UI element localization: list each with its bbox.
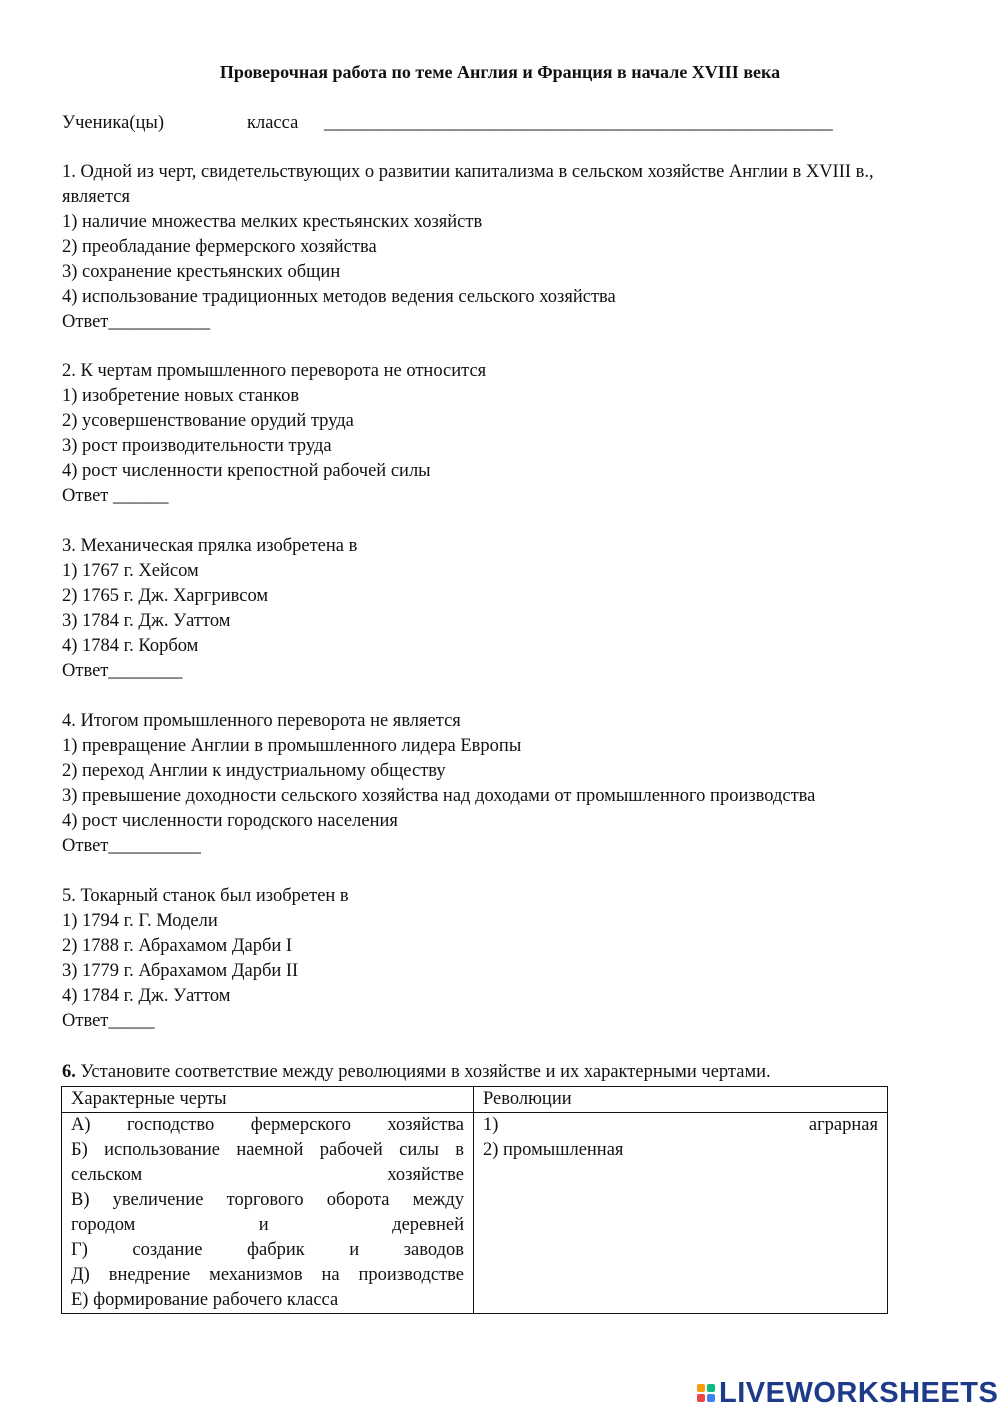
question-2 xyxy=(62,359,942,509)
student-line xyxy=(62,111,833,136)
option: 1) изобретение новых станков xyxy=(62,386,300,406)
table-body-row xyxy=(62,1113,888,1314)
name-blank[interactable]: _______________________________________________________ xyxy=(324,113,833,133)
option: 4) использование традиционных методов ведения сельского хозяйства xyxy=(62,287,616,307)
feature-item: Б) использование наемной рабочей силы в xyxy=(71,1140,464,1160)
matching-table xyxy=(61,1086,888,1314)
option: 3) рост производительности труда xyxy=(62,436,332,456)
feature-item: В) увеличение торгового оборота между xyxy=(71,1190,464,1210)
feature-item: сельском хозяйстве xyxy=(71,1165,464,1185)
question-6-text: Установите соответствие между революциями в хозяйстве и их характерными чертами. xyxy=(75,1062,771,1082)
question-text: 5. Токарный станок был изобретен в xyxy=(62,886,349,906)
feature-item: А) господство фермерского хозяйства xyxy=(71,1115,464,1135)
feature-item: городом и деревней xyxy=(71,1215,464,1235)
question-3 xyxy=(62,534,942,684)
question-text: 4. Итогом промышленного переворота не является xyxy=(62,711,461,731)
revolutions-cell xyxy=(474,1113,888,1314)
logo-square-icon xyxy=(697,1384,705,1392)
question-text: 1. Одной из черт, свидетельствующих о развитии капитализма в сельском хозяйстве Англии в XVIII в., является xyxy=(62,162,874,207)
option: 2) 1765 г. Дж. Харгривсом xyxy=(62,586,269,606)
feature-item: Е) формирование рабочего класса xyxy=(71,1290,339,1310)
liveworksheets-logo xyxy=(697,1376,998,1410)
answer-field[interactable]: Ответ________ xyxy=(62,661,183,681)
option: 1) 1767 г. Хейсом xyxy=(62,561,199,581)
revolution-item xyxy=(483,1113,878,1138)
logo-grid-icon xyxy=(697,1384,715,1402)
feature-item: Д) внедрение механизмов на производстве xyxy=(71,1265,464,1285)
question-6-heading xyxy=(62,1060,771,1085)
revolution-name: аграрная xyxy=(808,1115,878,1135)
question-6-number: 6. xyxy=(62,1062,76,1082)
feature-item: Г) создание фабрик и заводов xyxy=(71,1240,464,1260)
question-1 xyxy=(62,160,942,335)
answer-field[interactable]: Ответ__________ xyxy=(62,836,201,856)
option: 3) 1784 г. Дж. Уаттом xyxy=(62,611,231,631)
revolution-number: 1) xyxy=(483,1115,499,1135)
option: 4) 1784 г. Корбом xyxy=(62,636,199,656)
option: 2) преобладание фермерского хозяйства xyxy=(62,237,377,257)
option: 4) 1784 г. Дж. Уаттом xyxy=(62,986,231,1006)
student-label: Ученика(цы) xyxy=(62,113,164,133)
page-title: Проверочная работа по теме Англия и Франция в начале XVIII века xyxy=(219,62,781,82)
table-header-row xyxy=(62,1087,888,1113)
col-header-revolutions: Революции xyxy=(474,1087,888,1113)
features-cell xyxy=(62,1113,474,1314)
logo-square-icon xyxy=(707,1394,715,1402)
option: 1) превращение Англии в промышленного лидера Европы xyxy=(62,736,522,756)
option: 3) сохранение крестьянских общин xyxy=(62,262,341,282)
option: 4) рост численности крепостной рабочей силы xyxy=(62,461,431,481)
option: 2) переход Англии к индустриальному обществу xyxy=(62,761,446,781)
option: 3) 1779 г. Абрахамом Дарби II xyxy=(62,961,299,981)
logo-text: LIVEWORKSHEETS xyxy=(719,1376,999,1409)
option: 2) усовершенствование орудий труда xyxy=(62,411,354,431)
option: 3) превышение доходности сельского хозяйства над доходами от промышленного производства xyxy=(62,786,816,806)
logo-square-icon xyxy=(707,1384,715,1392)
answer-field[interactable]: Ответ ______ xyxy=(62,486,169,506)
question-5 xyxy=(62,884,942,1034)
col-header-features: Характерные черты xyxy=(62,1087,474,1113)
logo-square-icon xyxy=(697,1394,705,1402)
answer-field[interactable]: Ответ_____ xyxy=(62,1011,155,1031)
option: 2) 1788 г. Абрахамом Дарби I xyxy=(62,936,293,956)
answer-field[interactable]: Ответ___________ xyxy=(62,312,211,332)
class-label: класса xyxy=(247,113,299,133)
question-4 xyxy=(62,709,942,859)
question-text: 2. К чертам промышленного переворота не относится xyxy=(62,361,487,381)
option: 1) 1794 г. Г. Модели xyxy=(62,911,218,931)
option: 4) рост численности городского населения xyxy=(62,811,398,831)
revolution-item: 2) промышленная xyxy=(483,1140,624,1160)
option: 1) наличие множества мелких крестьянских хозяйств xyxy=(62,212,483,232)
question-text: 3. Механическая прялка изобретена в xyxy=(62,536,358,556)
